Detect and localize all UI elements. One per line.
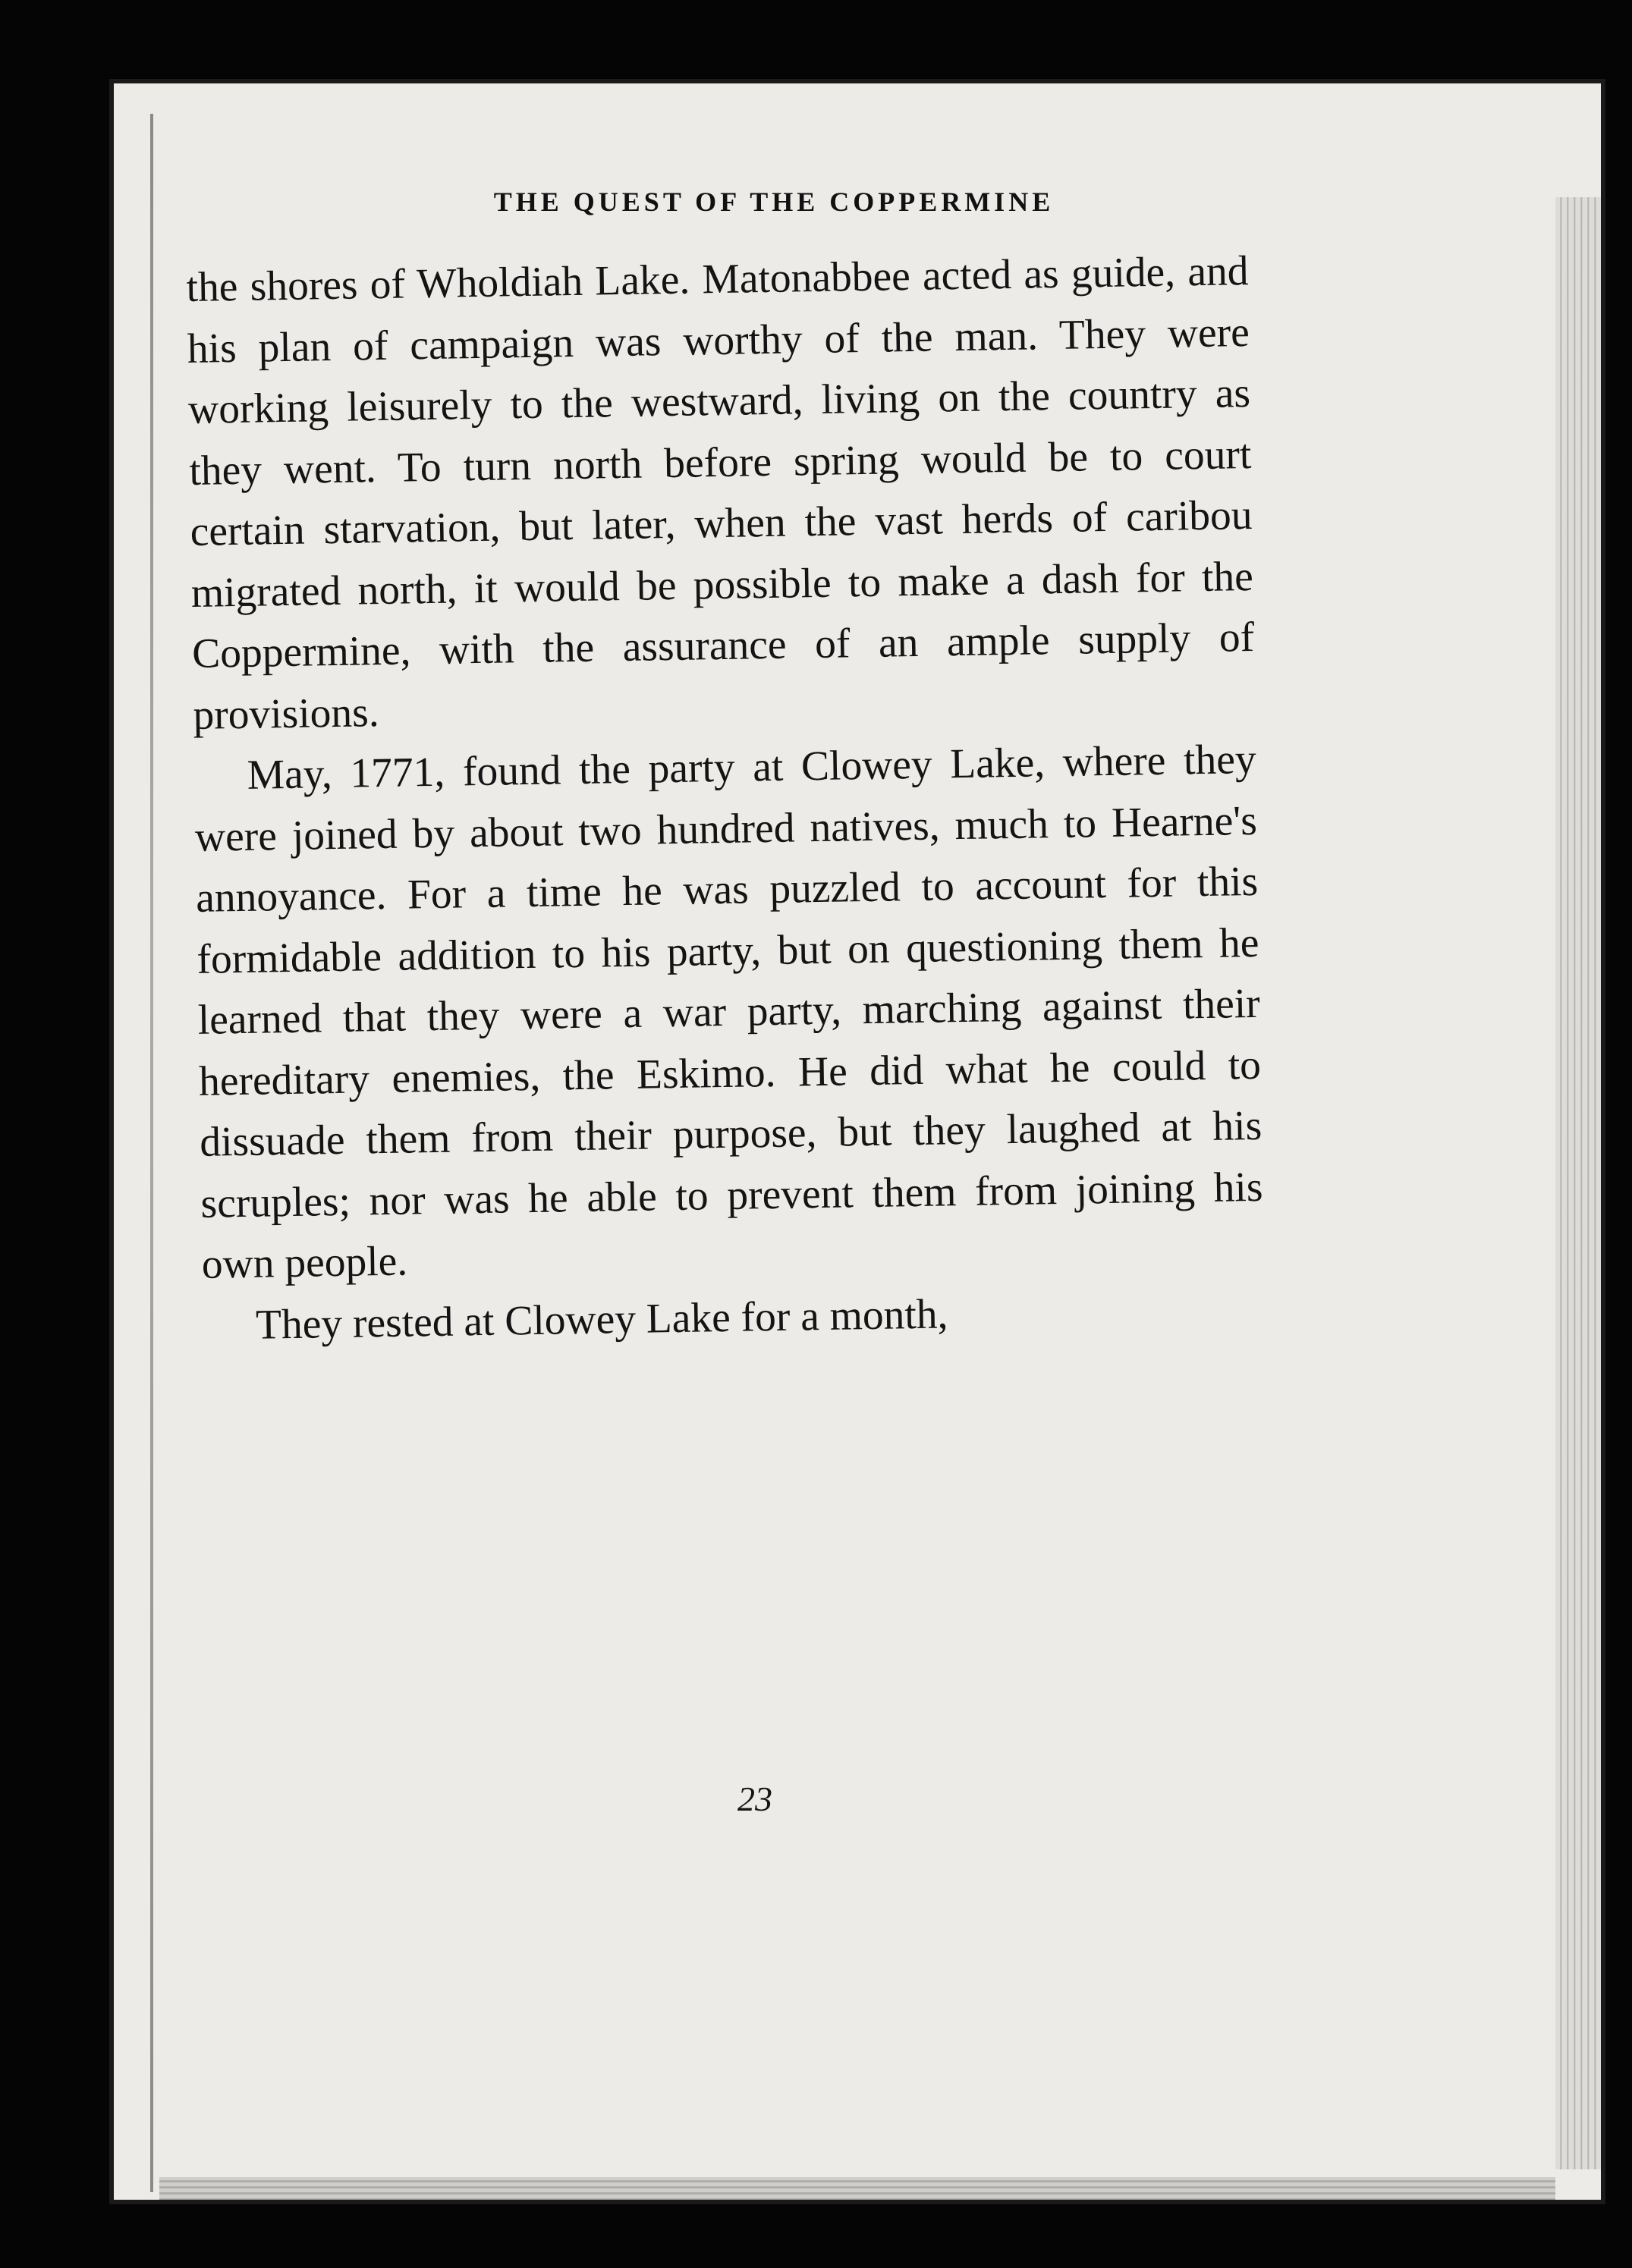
page-number: 23 [737, 1780, 772, 1818]
paragraph-3: They rested at Clowey Lake for a month, [255, 1290, 948, 1349]
paragraph-2: May, 1771, found the party at Clowey Lake, where they were joined by about two hundred natives, much to Hearne's annoyance. For a time he was puzzled to account for this formidable addition to his party, but on questioning them he learned that they were a war party, marching against their hereditary enemies, the Eskimo. He did what he could to dissuade them from their purpose, but they laughed at his scruples; nor was he able to prevent them from joining his own people. [194, 736, 1263, 1288]
gutter-shadow [150, 114, 153, 2192]
page-bottom-edge [159, 2177, 1555, 2200]
page-edges [1555, 197, 1601, 2169]
running-head: THE QUEST OF THE COPPERMINE [493, 187, 1055, 217]
body-text [186, 241, 1266, 1357]
paragraph-1: the shores of Wholdiah Lake. Matonabbee acted as guide, and his plan of campaign was worthy of the man. They were working leisurely to the westward, living on the country as they went. To turn north before spring would be to court certain starvation, but later, when the vast herds of caribou migrated north, it would be possible to make a dash for the Coppermine, with the assurance of an ample supply of provisions. [186, 248, 1255, 739]
